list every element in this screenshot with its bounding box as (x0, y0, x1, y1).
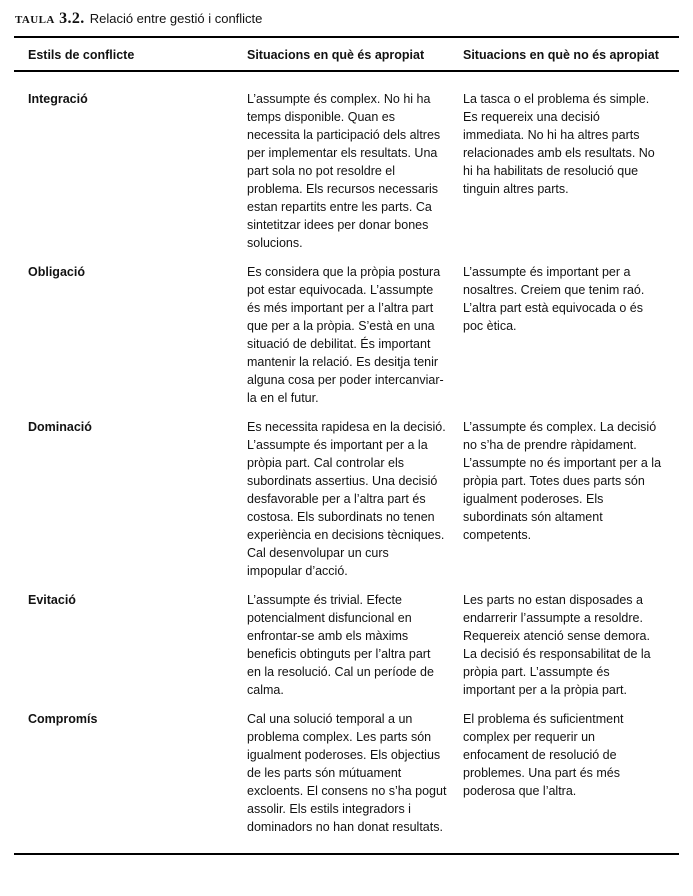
table-caption-label: taula 3.2. (15, 10, 85, 27)
conflict-styles-table (14, 36, 679, 855)
appropriate-cell: Es necessita rapidesa en la decisió. L’assumpte és important per a la pròpia part. Cal controlar els subordinats assertius. Una decisió desfavorable per a l’altra part és costosa. Els subordinats no tenen experiència en decisions tècniques. Cal desenvolupar un curs impopular d’acció. (247, 420, 446, 578)
appropriate-cell: Es considera que la pròpia postura pot estar equivocada. L’assumpte és més important per a l’altra part que per a la pròpia. S’està en una situació de debilitat. És important mantenir la relació. Es desitja tenir alguna cosa per poder intercanviar-la en el futur. (247, 265, 444, 405)
column-header-not-appropriate: Situacions en què no és apropiat (463, 48, 659, 62)
table-header-row (14, 38, 679, 72)
not-appropriate-cell: L’assumpte és complex. La decisió no s’ha de prendre ràpidament. L’assumpte no és important per a la pròpia part. Totes dues parts són igualment poderoses. Els subordinats són altament competents. (463, 420, 662, 542)
style-cell: Integració (28, 92, 88, 106)
style-cell: Obligació (28, 265, 85, 279)
style-cell: Dominació (28, 420, 92, 434)
appropriate-cell: L’assumpte és complex. No hi ha temps disponible. Quan es necessita la participació dels altres per implementar els resultats. Una part sola no pot resoldre el problema. Els recursos necessaris estan repartits entre les parts. Ca sintetitzar idees per donar bones solucions. (247, 92, 441, 250)
table-caption (15, 10, 679, 28)
style-cell: Evitació (28, 593, 76, 607)
column-header-conflict-styles: Estils de conflicte (28, 48, 135, 62)
table-row (28, 418, 679, 580)
appropriate-cell: L’assumpte és trivial. Efecte potencialment disfuncional en enfrontar-se amb els màxims beneficis obtinguts per l’altra part en la resolució. Cal un període de calma. (247, 593, 434, 697)
table-caption-text: Relació entre gestió i conflicte (89, 11, 263, 26)
table-body (14, 72, 679, 855)
column-header-appropriate: Situacions en què és apropiat (247, 48, 425, 62)
not-appropriate-cell: L’assumpte és important per a nosaltres. Creiem que tenim raó. L’altra part està equivocada o és poc ètica. (463, 265, 645, 333)
table-row (28, 90, 679, 252)
not-appropriate-cell: La tasca o el problema és simple. Es requereix una decisió immediata. No hi ha altres parts relacionades amb els resultats. No hi ha habilitats de resolució que tinguin altres parts. (463, 92, 655, 196)
appropriate-cell: Cal una solució temporal a un problema complex. Les parts són igualment poderoses. Els objectius de les parts són mútuament excloents. El consens no s’ha pogut assolir. Els estils integradors i dominadors no han donat resultats. (247, 712, 447, 834)
not-appropriate-cell: El problema és suficientment complex per requerir un enfocament de resolució de problemes. Una part és més poderosa que l’altra. (463, 712, 624, 798)
style-cell: Compromís (28, 712, 98, 726)
table-row (28, 710, 679, 836)
not-appropriate-cell: Les parts no estan disposades a endarrerir l’assumpte a resoldre. Requereix atenció sense demora. La decisió és responsabilitat de la pròpia part. L’assumpte és important per a la pròpia part. (463, 593, 651, 697)
table-row (28, 263, 679, 407)
table-row (28, 591, 679, 699)
